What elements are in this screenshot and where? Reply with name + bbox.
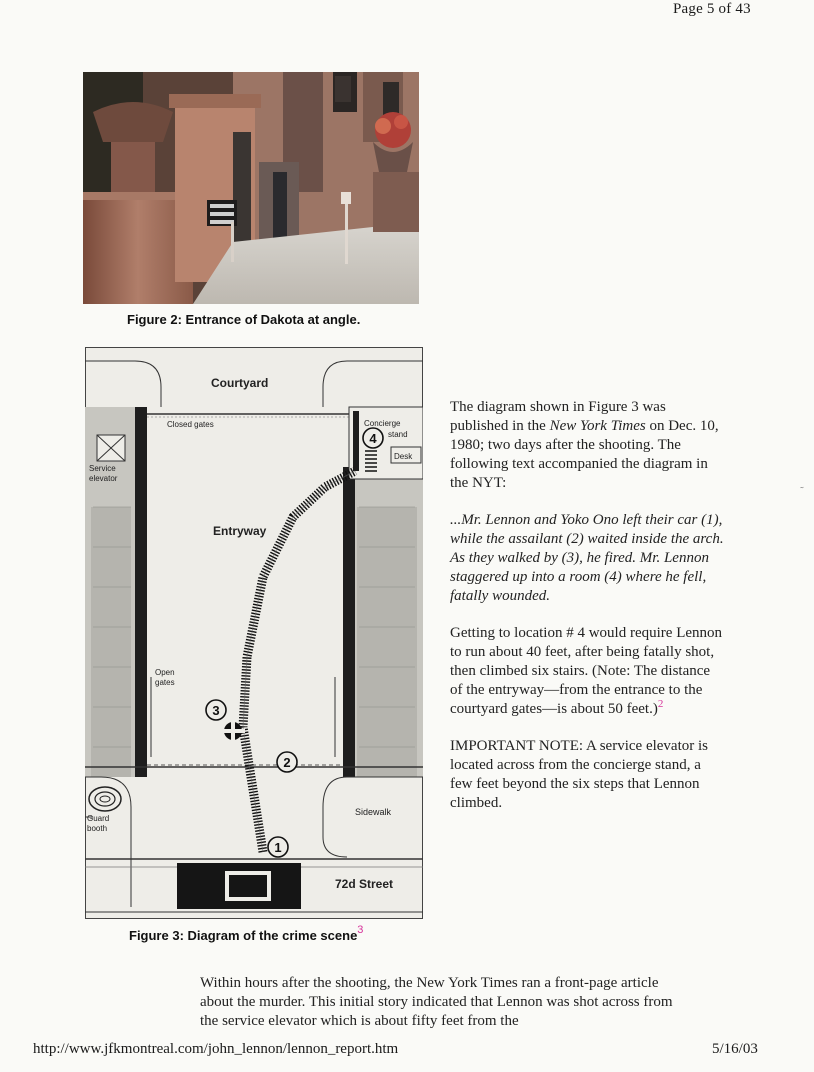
label-sidewalk: Sidewalk: [355, 807, 392, 817]
label-street: 72d Street: [335, 877, 394, 891]
footnote-ref-2[interactable]: 2: [657, 698, 664, 710]
nyt-title: New York Times: [549, 418, 646, 434]
diagram-description: [450, 398, 725, 831]
figure-2-caption: Figure 2: Entrance of Dakota at angle.: [127, 312, 361, 327]
figure-3-caption-text: Figure 3: Diagram of the crime scene: [129, 928, 358, 943]
footnote-ref-3[interactable]: 3: [357, 923, 364, 936]
label-guard-booth-1: Guard: [87, 814, 110, 823]
figure-3-caption: [129, 923, 364, 943]
footer-date: 5/16/03: [712, 1041, 758, 1057]
sidebar-paragraph-3: Getting to location # 4 would require Lennon to run about 40 feet, after being fatally shot, then climbed six stairs. (Note: The distance of the entryway—from the entrance to the courtyard gates—is about 50 feet.)$^2$: [450, 625, 723, 717]
label-desk: Desk: [394, 452, 413, 461]
label-service-elevator-1: Service: [89, 464, 116, 473]
scan-mark: ˜: [800, 485, 804, 497]
nyt-quote: ...Mr. Lennon and Yoko Ono left their car (1), while the assailant (2) waited inside the arch. As they walked by (3), he fired. Mr. Lennon staggered up into a room (4) where he fell, fatally wounded.: [450, 512, 724, 604]
label-concierge-stand-1: Concierge: [364, 419, 401, 428]
diagram-marker-1: 1: [274, 840, 282, 855]
label-courtyard: Courtyard: [211, 376, 269, 390]
label-open-gates-2: gates: [155, 678, 175, 687]
label-concierge-stand-2: stand: [388, 430, 408, 439]
sidebar-paragraph-1: The diagram shown in Figure 3 was published in the New York Times on Dec. 10, 1980; two days after the shooting. The following text accompanied the diagram in the NYT:: [450, 399, 719, 491]
crime-scene-diagram: [85, 347, 423, 919]
page-number: Page 5 of 43: [673, 1, 751, 17]
diagram-marker-4: 4: [369, 431, 377, 446]
label-guard-booth-2: booth: [87, 824, 108, 833]
footer-url[interactable]: http://www.jfkmontreal.com/john_lennon/lennon_report.htm: [33, 1041, 399, 1057]
diagram-marker-3: 3: [212, 703, 220, 718]
label-open-gates-1: Open: [155, 668, 175, 677]
diagram-marker-2: 2: [283, 755, 291, 770]
important-note: IMPORTANT NOTE: A service elevator is located across from the concierge stand, a few feet beyond the six steps that Lennon climbed.: [450, 738, 708, 811]
label-closed-gates: Closed gates: [167, 420, 214, 429]
label-service-elevator-2: elevator: [89, 474, 118, 483]
label-entryway: Entryway: [213, 524, 267, 538]
dakota-entrance-photo: [83, 72, 419, 304]
body-paragraph: Within hours after the shooting, the New York Times ran a front-page article about the murder. This initial story indicated that Lennon was shot across from the service elevator which is about fifty feet from the: [200, 975, 673, 1029]
